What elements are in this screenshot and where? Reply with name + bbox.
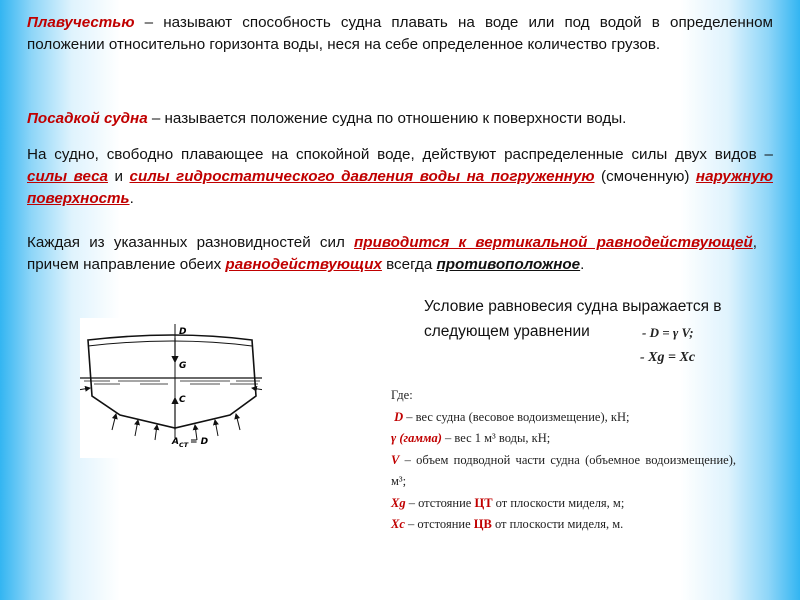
term-resultants: равнодействующих	[225, 256, 382, 273]
paragraph-buoyancy	[27, 12, 773, 56]
definition-v-text: – объем подводной части судна (объемное водоизмещение), м³;	[391, 452, 736, 488]
forces-text-1: На судно, свободно плавающее на спокойной воде, действуют распределенные силы двух видов –	[27, 146, 773, 163]
resultants-text-4: .	[580, 256, 585, 273]
definition-xg-text-2: от плоскости миделя, м;	[492, 495, 625, 510]
symbol-xg: Xg	[391, 495, 406, 510]
equation-centers: - Xg = Xc	[640, 350, 696, 365]
definition-v	[391, 450, 736, 493]
resultants-text-1: Каждая из указанных разновидностей сил	[27, 234, 355, 251]
symbol-xc: Xc	[391, 517, 405, 531]
definition-xc-text-2: от плоскости миделя, м.	[491, 517, 624, 531]
label-a: A	[172, 437, 179, 447]
symbol-d: D	[394, 409, 404, 424]
term-weight-forces: силы веса	[27, 168, 108, 185]
forces-text-4: .	[129, 190, 134, 207]
definition-xc	[391, 514, 736, 536]
equilibrium-condition: Условие равновесия судна выражается в следующем уравнении	[424, 298, 722, 340]
water-hatching	[84, 381, 260, 384]
term-hydrostatic-forces: силы гидростатического давления воды на погруженную	[129, 168, 595, 185]
paragraph-forces	[27, 144, 773, 210]
label-ct: CT	[179, 441, 189, 449]
term-outer-surface: наружную поверхность	[27, 168, 773, 207]
term-opposite: противоположное	[436, 256, 581, 273]
paragraph-trim	[27, 108, 773, 130]
trim-definition: – называется положение судна по отношению к поверхности воды.	[147, 110, 627, 127]
pressure-arrows	[80, 388, 262, 440]
definition-xg	[391, 493, 736, 515]
symbol-v: V	[391, 452, 400, 467]
label-g: G	[179, 361, 187, 371]
symbol-gamma: γ (гамма)	[391, 431, 442, 445]
term-vertical-resultant: приводится к вертикальной равнодействующей	[354, 234, 753, 251]
resultants-text-3: всегда	[381, 256, 437, 273]
forces-text-3: (смоченную)	[594, 168, 696, 185]
definition-gamma-text: – вес 1 м³ воды, кН;	[441, 431, 551, 445]
resultants-text-2: , причем направление обеих	[27, 234, 757, 273]
definitions-header: Где:	[391, 388, 413, 402]
label-equals-d: = D	[190, 437, 209, 447]
hull-diagram	[80, 318, 262, 458]
definition-xg-text-1: – отстояние	[405, 495, 475, 510]
hull-diagram-svg	[80, 318, 262, 458]
label-c: C	[179, 395, 186, 405]
deck-line	[88, 341, 252, 346]
definition-d-text: – вес судна (весовое водоизмещение), кН;	[403, 409, 630, 424]
label-d: D	[179, 327, 187, 337]
definition-gamma	[391, 428, 736, 450]
abbr-cv: ЦВ	[473, 517, 492, 531]
hull-outline	[88, 335, 256, 428]
buoyancy-definition: – называют способность судна плавать на воде или под водой в определенном положении относительно горизонта воды, неся на себе определенное количество грузов.	[27, 14, 773, 53]
abbr-ct: ЦТ	[474, 495, 493, 510]
definition-xc-text-1: – отстояние	[404, 517, 474, 531]
paragraph-resultants	[27, 232, 757, 276]
definition-d	[391, 407, 736, 429]
term-trim: Посадкой судна	[27, 110, 148, 127]
forces-text-2: и	[107, 168, 130, 185]
term-buoyancy: Плавучестью	[27, 14, 135, 31]
definitions-list	[391, 385, 736, 536]
equation-weight: - D = γ V;	[642, 325, 694, 340]
